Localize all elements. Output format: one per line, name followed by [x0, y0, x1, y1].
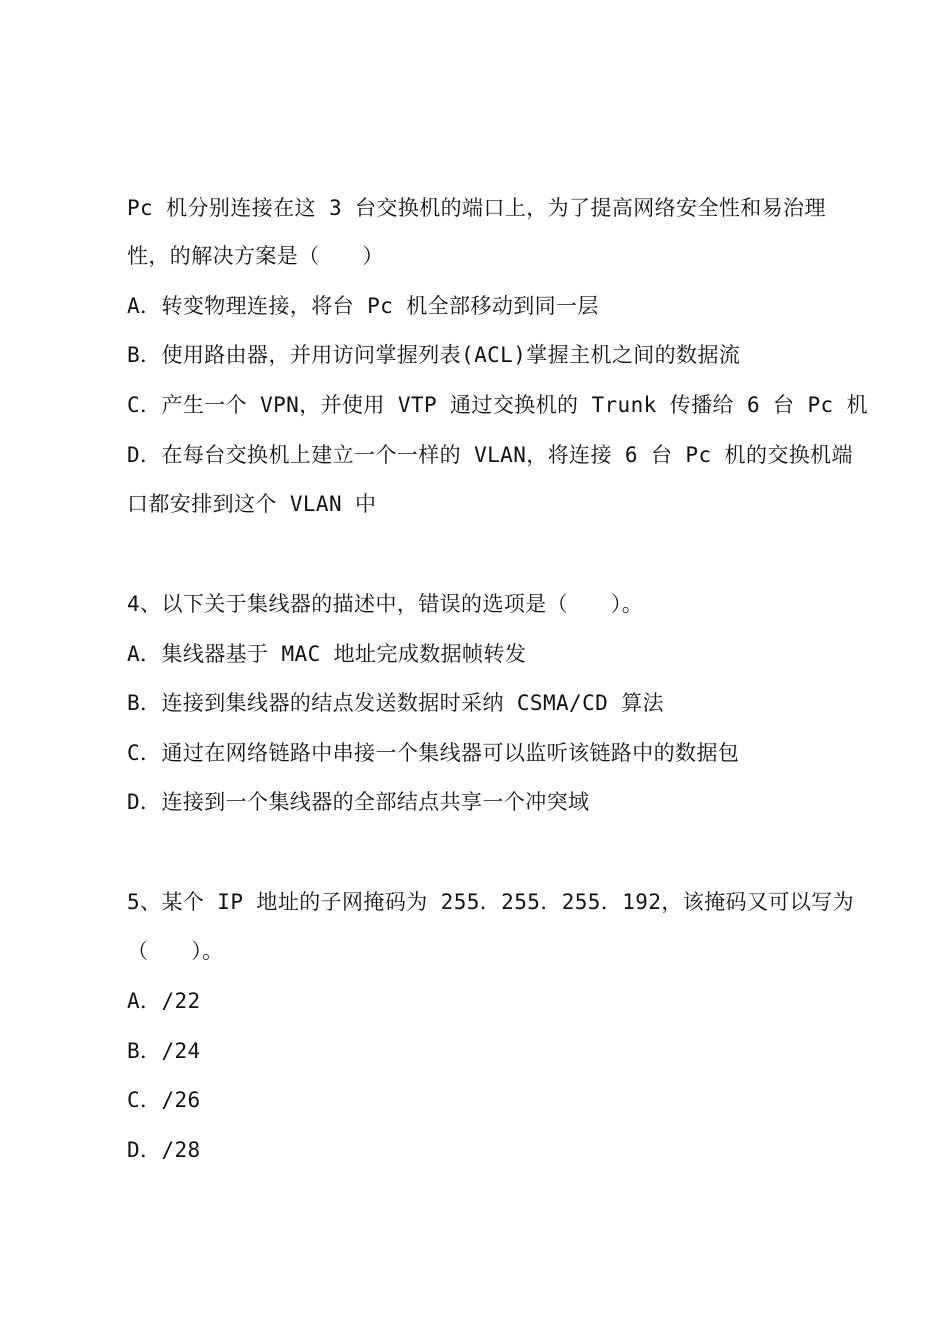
q4-option-a: A．集线器基于 MAC 地址完成数据帧转发	[127, 642, 527, 666]
q3-option-a: A．转变物理连接，将台 Pc 机全部移动到同一层	[127, 294, 599, 318]
q3-stem-line2: 性，的解决方案是（ ）	[127, 244, 384, 268]
q3-option-c: C．产生一个 VPN，并使用 VTP 通过交换机的 Trunk 传播给 6 台 Pc 机	[127, 393, 869, 417]
q4-option-d: D．连接到一个集线器的全部结点共享一个冲突域	[127, 790, 590, 814]
q3-option-d-cont: 口都安排到这个 VLAN 中	[127, 492, 377, 516]
q3-option-d: D．在每台交换机上建立一个一样的 VLAN，将连接 6 台 Pc 机的交换机端	[127, 443, 853, 467]
q3-option-b: B．使用路由器，并用访问掌握列表(ACL)掌握主机之间的数据流	[127, 343, 741, 367]
q4-option-b: B．连接到集线器的结点发送数据时采纳 CSMA/CD 算法	[127, 691, 665, 715]
q5-stem-line2: （ ）。	[127, 939, 224, 963]
q5-option-d: D．/28	[127, 1138, 201, 1162]
q5-option-c: C．/26	[127, 1088, 201, 1112]
q4-stem: 4、以下关于集线器的描述中，错误的选项是（ ）。	[127, 592, 644, 616]
q3-stem-line1: Pc 机分别连接在这 3 台交换机的端口上，为了提高网络安全性和易治理	[127, 196, 826, 220]
q5-stem-line1: 5、某个 IP 地址的子网掩码为 255．255．255．192，该掩码又可以写为	[127, 890, 854, 914]
q5-option-b: B．/24	[127, 1039, 201, 1063]
q4-option-c: C．通过在网络链路中串接一个集线器可以监听该链路中的数据包	[127, 741, 740, 765]
q5-option-a: A．/22	[127, 989, 201, 1013]
